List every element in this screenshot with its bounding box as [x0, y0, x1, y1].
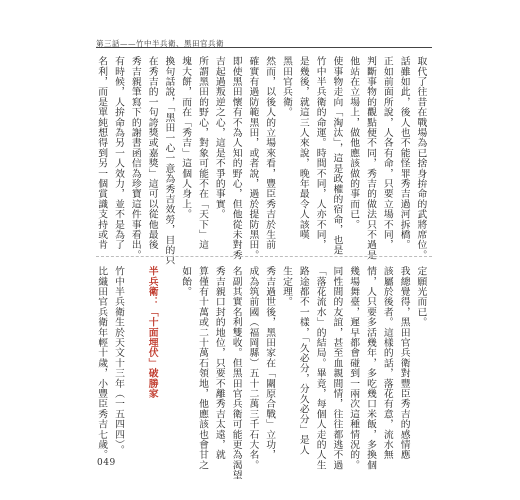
text-column-bottom: 名副其實名利雙收。但黑田官兵衛可能更為渴望 — [230, 266, 242, 481]
running-header — [96, 38, 224, 49]
text-column-bottom: 幾場舞臺，遲早都會碰到一兩次這種情況的。 — [348, 266, 360, 470]
header-rule — [96, 47, 432, 48]
text-column-top: 然而，以後人的立場來看，豐臣秀吉於生前 — [264, 56, 276, 250]
text-column-top: 竹中半兵衛的命運。時間不同，人亦不同， — [314, 56, 326, 250]
text-column-top: 黑田官兵衛。 — [281, 56, 292, 118]
text-column-top: 取代了往昔在戰場為已捨身拚命的武將席位。 — [415, 56, 427, 260]
text-column-bottom: 路途都不一樣，「久必分，分久必分」是人 — [297, 266, 309, 455]
text-column-top: 吉起過叛逆之心，這是不爭的事實。 — [213, 56, 225, 220]
page-number: 049 — [97, 458, 116, 468]
text-column-bottom: 比織田官兵衛年輕十歲，小豐臣秀吉七歲。 — [96, 266, 108, 460]
text-column-bottom: 算僅有十萬或二十萬石領地，他應該也會甘之 — [197, 266, 208, 470]
section-divider — [96, 256, 432, 257]
text-column-top: 有時候，人拚命為另一人效力，並不是為了 — [113, 56, 124, 250]
text-column-bottom: 「落花流水」的結局。畢竟，每個人走的人生 — [314, 266, 326, 470]
text-column-bottom: 秀吉親口封的地位，只要不離秀吉太遠，就 — [213, 266, 225, 460]
text-column-top: 正如前面所說，人各有命，只要立場不同， — [381, 56, 393, 250]
text-column-bottom: 半兵衛：「十面埋伏」破勝家 — [146, 266, 158, 399]
chapter-title: 第三話——竹中半兵衛、黑田官兵衛 — [96, 39, 224, 48]
text-column-top: 塊大餅，而在「秀吉」這個人身上。 — [180, 56, 192, 220]
text-column-top: 話雖如此，後人也不能怪罪秀吉過河拆橋。 — [398, 56, 410, 250]
text-column-bottom: 該屬於後者。這樣的話，落花有意，流水無 — [381, 266, 393, 460]
text-column-bottom: 我總覺得，黑田官兵衛對豐臣秀吉的感情應 — [398, 266, 410, 460]
text-column-top: 換句話說，「黑田一心一意為秀吉效勞，目的只 — [163, 56, 175, 266]
text-column-top: 名利，而是單純想得到另一個賞識支持或肯 — [96, 56, 108, 250]
text-column-bottom: 同性間的友誼，甚至血親間情，往往都逃不過 — [331, 266, 343, 470]
text-column-bottom: 成為筑前國（福岡縣）五十二萬三千石大名。 — [247, 266, 259, 470]
text-column-top: 確實有過防範黑田，或者說，過於提防黑田。 — [247, 56, 259, 260]
text-column-bottom: 竹中半兵衛生於天文十三年（一五四四）。 — [113, 266, 124, 455]
text-column-bottom: 如飴。 — [180, 266, 192, 297]
text-column-bottom: 情，人只要多活幾年，多吃幾口米飯，多換個 — [365, 266, 376, 470]
text-column-bottom: 定願光而已。 — [415, 266, 427, 328]
text-column-top: 即使黑田懷有不為人知的野心，但他從未對秀 — [230, 56, 242, 260]
text-column-top: 秀吉親筆寫下的謝書函信為珍寶這件事看出。 — [129, 56, 141, 260]
text-column-top: 他站在立場上，做他應該做的事而已。 — [348, 56, 360, 230]
text-column-top: 在秀吉的一句誇獎或嘉獎」這可以從他最後 — [146, 56, 158, 250]
text-column-top: 判斷事物的觀點便不同，秀吉的做法只不過是 — [365, 56, 376, 260]
text-column-top: 是幾後，就這三人來說，晚年最令人該嘆 — [297, 56, 309, 240]
text-column-top: 所謂黑田的野心，對象可能不在「天下」這 — [197, 56, 208, 250]
text-column-bottom: 秀吉過世後，黑田家在「關原合戰」立功， — [264, 266, 276, 460]
text-column-top: 使事物走向「淘汰」，這是政權的宿命，也是 — [331, 56, 343, 256]
text-column-bottom: 生定理。 — [281, 266, 292, 307]
